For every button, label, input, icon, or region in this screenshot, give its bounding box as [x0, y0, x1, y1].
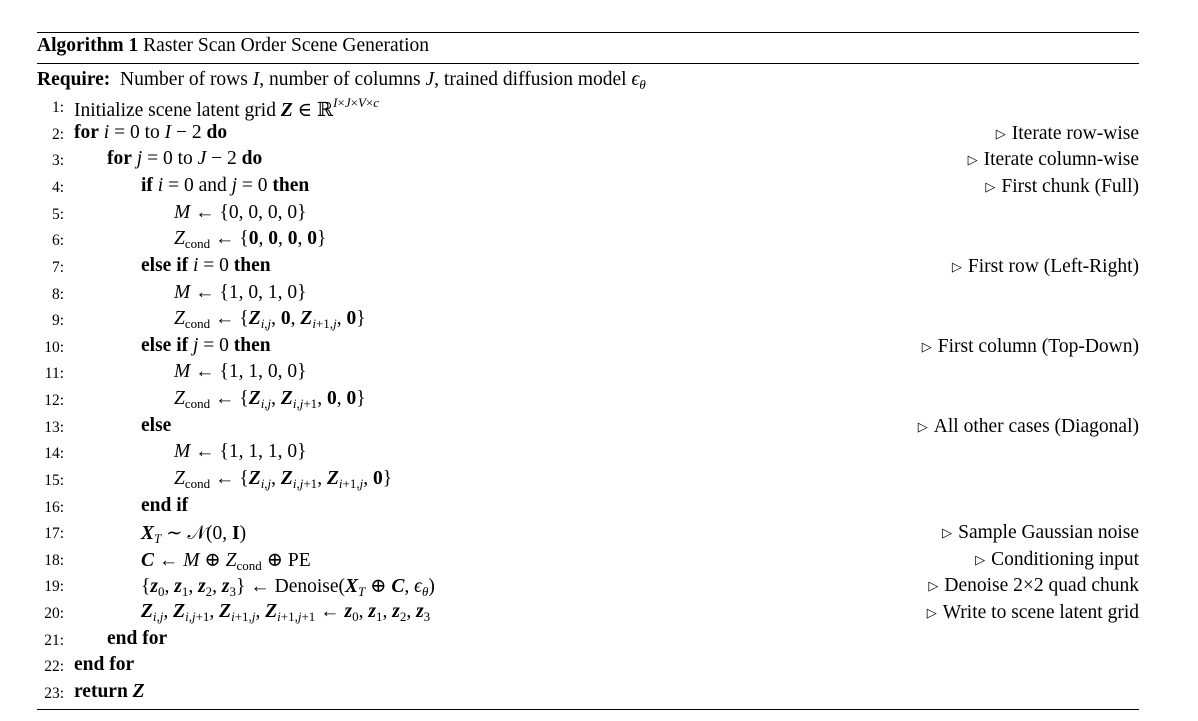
- algo-line-5: 5: M ← {0, 0, 0, 0}: [51, 202, 307, 223]
- algorithm-caption: [37, 35, 429, 57]
- comment-l4: ▷ First chunk (Full): [985, 176, 1139, 197]
- algo-line-3: 3: for j = 0 to J − 2 do ▷ Iterate column-wise: [51, 148, 1139, 170]
- algo-line-8: 8: M ← {1, 0, 1, 0}: [51, 282, 307, 303]
- comment-l19: ▷ Denoise 2×2 quad chunk: [928, 575, 1139, 596]
- algo-line-14: 14: M ← {1, 1, 1, 0}: [44, 441, 307, 462]
- algo-line-13: 13: else ▷ All other cases (Diagonal): [44, 415, 1139, 437]
- caption-rule: [37, 63, 1139, 64]
- algo-line-23: 23: return Z: [44, 681, 145, 702]
- comment-l18: ▷ Conditioning input: [975, 549, 1139, 570]
- algo-line-12: 12: $Z_{cond}$ ← {$Z_{i,j}$, $Z_{i,j+1}$, 0, 0}: [44, 388, 366, 411]
- algo-line-21: 21: end for: [44, 628, 168, 649]
- algo-line-2: 2: for i = 0 to I − 2 do ▷ Iterate row-wise: [51, 122, 1139, 144]
- comment-l7: ▷ First row (Left-Right): [951, 256, 1139, 277]
- algo-line-11: 11: M ← {1, 1, 0, 0}: [44, 361, 307, 382]
- comment-l13: ▷ All other cases (Diagonal): [917, 416, 1139, 437]
- algorithm-label: Algorithm 1: [37, 35, 139, 56]
- algo-line-15: 15: $Z_{cond}$ ← {$Z_{i,j}$, $Z_{i,j+1}$, $Z_{i+1,j}$, 0}: [44, 468, 393, 491]
- algo-line-16: 16: end if: [44, 495, 189, 516]
- algo-line-9: 9: $Z_{cond}$ ← {$Z_{i,j}$, 0, $Z_{i+1,j}$, 0}: [51, 308, 366, 331]
- algo-line-6: 6: $Z_{cond}$ ← {0, 0, 0, 0}: [51, 228, 327, 251]
- algo-line-17: 17: $X_T$ ∼ 𝒩(0, I) ▷ Sample Gaussian noise: [44, 522, 1139, 546]
- algo-line-10: 10: else if j = 0 then ▷ First column (Top-Down): [44, 335, 1139, 357]
- comment-l20: ▷ Write to scene latent grid: [926, 602, 1139, 623]
- require-label: Require:: [37, 69, 111, 90]
- algo-line-1: 1: Initialize scene latent grid Z ∈ ℝ$^{I\times J\times V\times c}$: [51, 95, 380, 121]
- top-rule: [37, 32, 1139, 33]
- comment-l10: ▷ First column (Top-Down): [921, 336, 1139, 357]
- require-line: Require: Number of rows I, number of columns J, trained diffusion model $\epsilon_\theta$: [37, 69, 646, 92]
- bottom-rule: [37, 709, 1139, 710]
- comment-l2: ▷ Iterate row-wise: [995, 123, 1139, 144]
- algo-line-20: 20: $Z_{i,j}$, $Z_{i,j+1}$, $Z_{i+1,j}$, $Z_{i+1,j+1}$ ← $z_0$, $z_1$, $z_2$, $z_3$ ▷ Write to scene latent grid: [44, 601, 1139, 624]
- algo-line-4: 4: if i = 0 and j = 0 then ▷ First chunk (Full): [51, 175, 1139, 197]
- algo-line-18: 18: C ← M ⊕ $Z_{cond}$ ⊕ PE ▷ Conditioning input: [44, 549, 1139, 573]
- algo-line-22: 22: end for: [44, 654, 135, 675]
- algorithm-title: Raster Scan Order Scene Generation: [143, 35, 430, 56]
- algo-line-19: 19: {$z_0$, $z_1$, $z_2$, $z_3$} ← $Denoise(X_T$ ⊕ C, $\epsilon_\theta$) ▷ Denoise 2×2 quad chunk: [44, 575, 1139, 599]
- comment-l3: ▷ Iterate column-wise: [967, 149, 1139, 170]
- comment-l17: ▷ Sample Gaussian noise: [942, 522, 1139, 543]
- algo-line-7: 7: else if i = 0 then ▷ First row (Left-Right): [51, 255, 1139, 277]
